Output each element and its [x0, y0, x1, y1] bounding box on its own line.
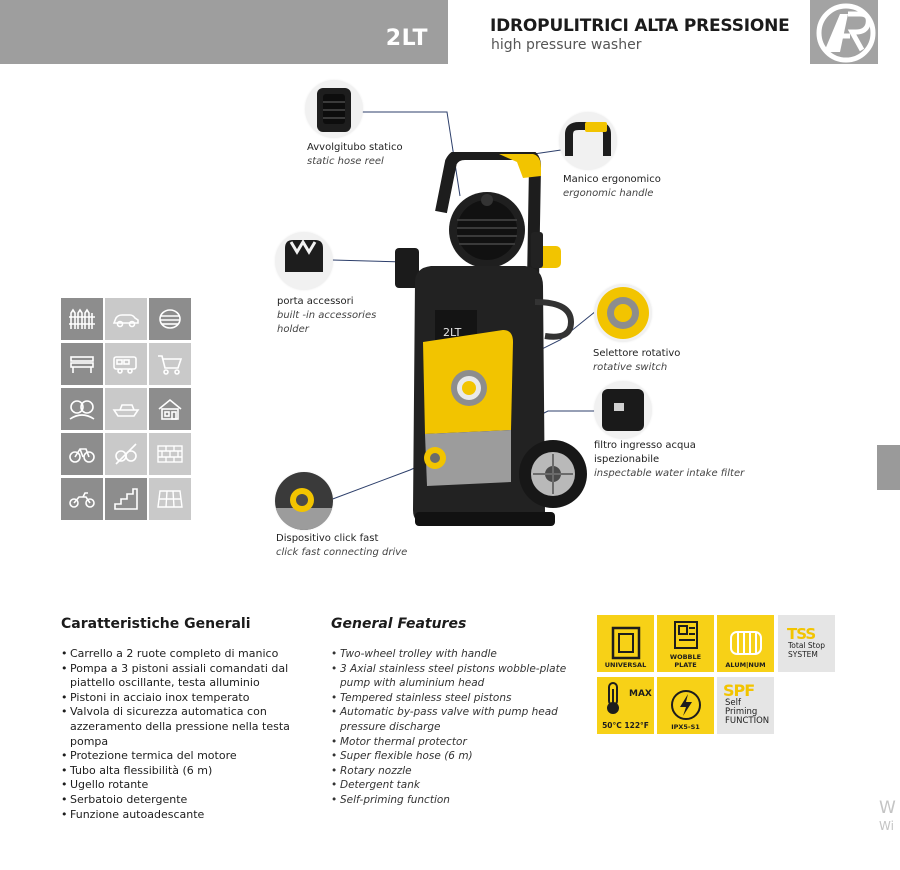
app-tile-solar-panel: [149, 478, 191, 520]
feature-en-item: pressure discharge: [340, 720, 441, 733]
accessories-holder-label: [277, 295, 376, 337]
universal-icon: [603, 626, 649, 662]
feature-en-item: • 3 Axial stainless steel pistons wobble-plate: [331, 662, 581, 677]
features-it-heading: Caratteristiche Generali: [61, 616, 251, 632]
model-code: 2LT: [385, 26, 428, 51]
brand-logo: [810, 0, 878, 64]
feature-it-item: piattello oscillante, testa alluminio: [70, 676, 260, 690]
solar-panel-icon: [156, 487, 184, 511]
motorbike-icon: [68, 487, 96, 511]
bench-icon: [68, 352, 96, 376]
spf-line-2: Priming: [725, 707, 758, 717]
max-label: MAX: [629, 689, 652, 699]
app-tile-motorbike: [61, 478, 103, 520]
accessories-holder-icon: [275, 232, 333, 290]
spf-line-3: FUNCTION: [725, 716, 770, 726]
accessories-holder-en-2: holder: [277, 324, 309, 335]
stairs-icon: [112, 487, 140, 511]
product-model-label: 2LT: [443, 326, 462, 339]
feature-en-item: • Automatic by-pass valve with pump head: [331, 705, 581, 720]
rotative-switch-it: Selettore rotativo: [593, 348, 681, 359]
pressure-washer-image: [395, 152, 590, 530]
hose-reel-thumbnail: [305, 80, 363, 138]
pressure-washer-illustration: [395, 152, 590, 530]
water-filter-it-2: ispezionabile: [594, 454, 660, 465]
feature-en-item: • Motor thermal protector: [331, 735, 581, 750]
ipx-badge: [657, 677, 714, 734]
feature-it-item: • Tubo alta flessibilità (6 m): [61, 764, 321, 779]
house-icon: [156, 397, 184, 421]
hose-reel-en: static hose reel: [307, 156, 384, 167]
tss-text: [788, 642, 825, 659]
hose-reel-icon: [305, 80, 363, 138]
app-tile-stairs: [105, 478, 147, 520]
click-fast-label: [276, 532, 407, 560]
watermark-line-2: Wi: [879, 819, 894, 833]
wobble-plate-caption-2: PLATE: [674, 660, 697, 669]
windows-activation-watermark: [879, 798, 896, 834]
app-tile-camper: [105, 343, 147, 385]
wobble-plate-icon: [663, 618, 709, 654]
tss-line-2: SYSTEM: [788, 649, 818, 659]
tss-logo: TSS: [787, 625, 816, 643]
watermark-line-1: W: [879, 798, 896, 818]
universal-badge: [597, 615, 654, 672]
water-filter-en: inspectable water intake filter: [594, 468, 745, 479]
application-icon-grid: [61, 298, 191, 520]
no-bicycle-icon: [112, 442, 140, 466]
side-tab[interactable]: [877, 445, 900, 490]
feature-it-item: • Carrello a 2 ruote completo di manico: [61, 647, 321, 662]
model-bar: [0, 0, 448, 64]
feature-en-item: • Self-priming function: [331, 793, 581, 808]
rotative-switch-icon: [594, 284, 652, 342]
header-subtitle: high pressure washer: [491, 37, 642, 53]
feature-en-item: • Super flexible hose (6 m): [331, 749, 581, 764]
app-tile-shrubs: [61, 388, 103, 430]
tss-line-1: Total Stop: [788, 641, 825, 650]
ergonomic-handle-thumbnail: [559, 112, 617, 170]
app-tile-fence: [61, 298, 103, 340]
feature-it-item: • Protezione termica del motore: [61, 749, 321, 764]
feature-it-item: • Pompa a 3 pistoni assiali comandati dal: [61, 662, 321, 677]
click-fast-en: click fast connecting drive: [276, 547, 408, 558]
accessories-holder-en-1: built -in accessories: [277, 310, 377, 321]
max-temp: 50°C 122°F: [602, 721, 649, 730]
cart-icon: [156, 352, 184, 376]
spf-text: [725, 699, 769, 726]
max-temperature-badge: [597, 677, 654, 734]
handle-icon: [559, 112, 617, 170]
wobble-plate-badge: [657, 615, 714, 672]
universal-caption: UNIVERSAL: [604, 660, 647, 669]
ipx-caption: IPX5-S1: [671, 722, 700, 731]
water-filter-thumbnail: [594, 381, 652, 439]
feature-en-item: • Detergent tank: [331, 778, 581, 793]
app-tile-car: [105, 298, 147, 340]
feature-it-item: • Serbatoio detergente: [61, 793, 321, 808]
aluminium-icon: [723, 626, 769, 662]
app-tile-brick-wall: [149, 433, 191, 475]
accessories-holder-it: porta accessori: [277, 296, 354, 307]
feature-it-item: • Ugello rotante: [61, 778, 321, 793]
ergonomic-handle-en: ergonomic handle: [563, 188, 654, 199]
ergonomic-handle-it: Manico ergonomico: [563, 174, 661, 185]
rotative-switch-label: [593, 347, 680, 375]
spf-logo: SPF: [723, 681, 755, 700]
feature-en-item: • Rotary nozzle: [331, 764, 581, 779]
accessories-holder-thumbnail: [275, 232, 333, 290]
boat-icon: [112, 397, 140, 421]
features-en-list: [331, 647, 581, 808]
wobble-plate-caption-1: WOBBLE: [669, 653, 702, 661]
ar-logo-icon: [810, 0, 878, 64]
app-tile-bench: [61, 343, 103, 385]
feature-it-item: • Funzione autoadescante: [61, 808, 321, 823]
header-title: IDROPULITRICI ALTA PRESSIONE: [490, 16, 790, 36]
feature-en-item: • Tempered stainless steel pistons: [331, 691, 581, 706]
ergonomic-handle-label: [563, 173, 661, 201]
hose-reel-label: [307, 141, 403, 169]
feature-en-item: pump with aluminium head: [340, 677, 485, 690]
click-fast-it: Dispositivo click fast: [276, 533, 379, 544]
aluminium-caption: ALUM|NUM: [725, 660, 766, 669]
camper-icon: [112, 352, 140, 376]
feature-en-item: • Two-wheel trolley with handle: [331, 647, 581, 662]
feature-it-item: azzeramento della pressione nella testa: [70, 719, 290, 733]
barbecue-icon: [156, 307, 184, 331]
click-fast-thumbnail: [275, 472, 333, 530]
hose-reel-it: Avvolgitubo statico: [307, 142, 403, 153]
features-en-heading: General Features: [331, 616, 467, 632]
app-tile-house: [149, 388, 191, 430]
water-filter-it-1: filtro ingresso acqua: [594, 440, 696, 451]
shrubs-icon: [68, 397, 96, 421]
app-tile-bicycle: [61, 433, 103, 475]
water-filter-icon: [594, 381, 652, 439]
total-stop-system-badge: [778, 615, 835, 672]
features-it-list: [61, 647, 321, 822]
app-tile-cart: [149, 343, 191, 385]
feature-it-item: • Valvola di sicurezza automatica con: [61, 705, 321, 720]
spf-line-1: Self: [725, 698, 741, 708]
app-tile-boat: [105, 388, 147, 430]
aluminium-badge: [717, 615, 774, 672]
rotative-switch-thumbnail: [594, 284, 652, 342]
app-tile-barbecue: [149, 298, 191, 340]
fence-icon: [68, 307, 96, 331]
rotative-switch-en: rotative switch: [593, 362, 668, 373]
feature-it-item: pompa: [70, 734, 109, 748]
water-filter-label: [594, 439, 744, 481]
car-icon: [112, 307, 140, 331]
bicycle-icon: [68, 442, 96, 466]
self-priming-badge: [717, 677, 774, 734]
feature-it-item: • Pistoni in acciaio inox temperato: [61, 691, 321, 706]
app-tile-no-bicycle: [105, 433, 147, 475]
ipx-icon: [663, 688, 709, 724]
click-fast-icon: [275, 472, 333, 530]
brick-wall-icon: [156, 442, 184, 466]
